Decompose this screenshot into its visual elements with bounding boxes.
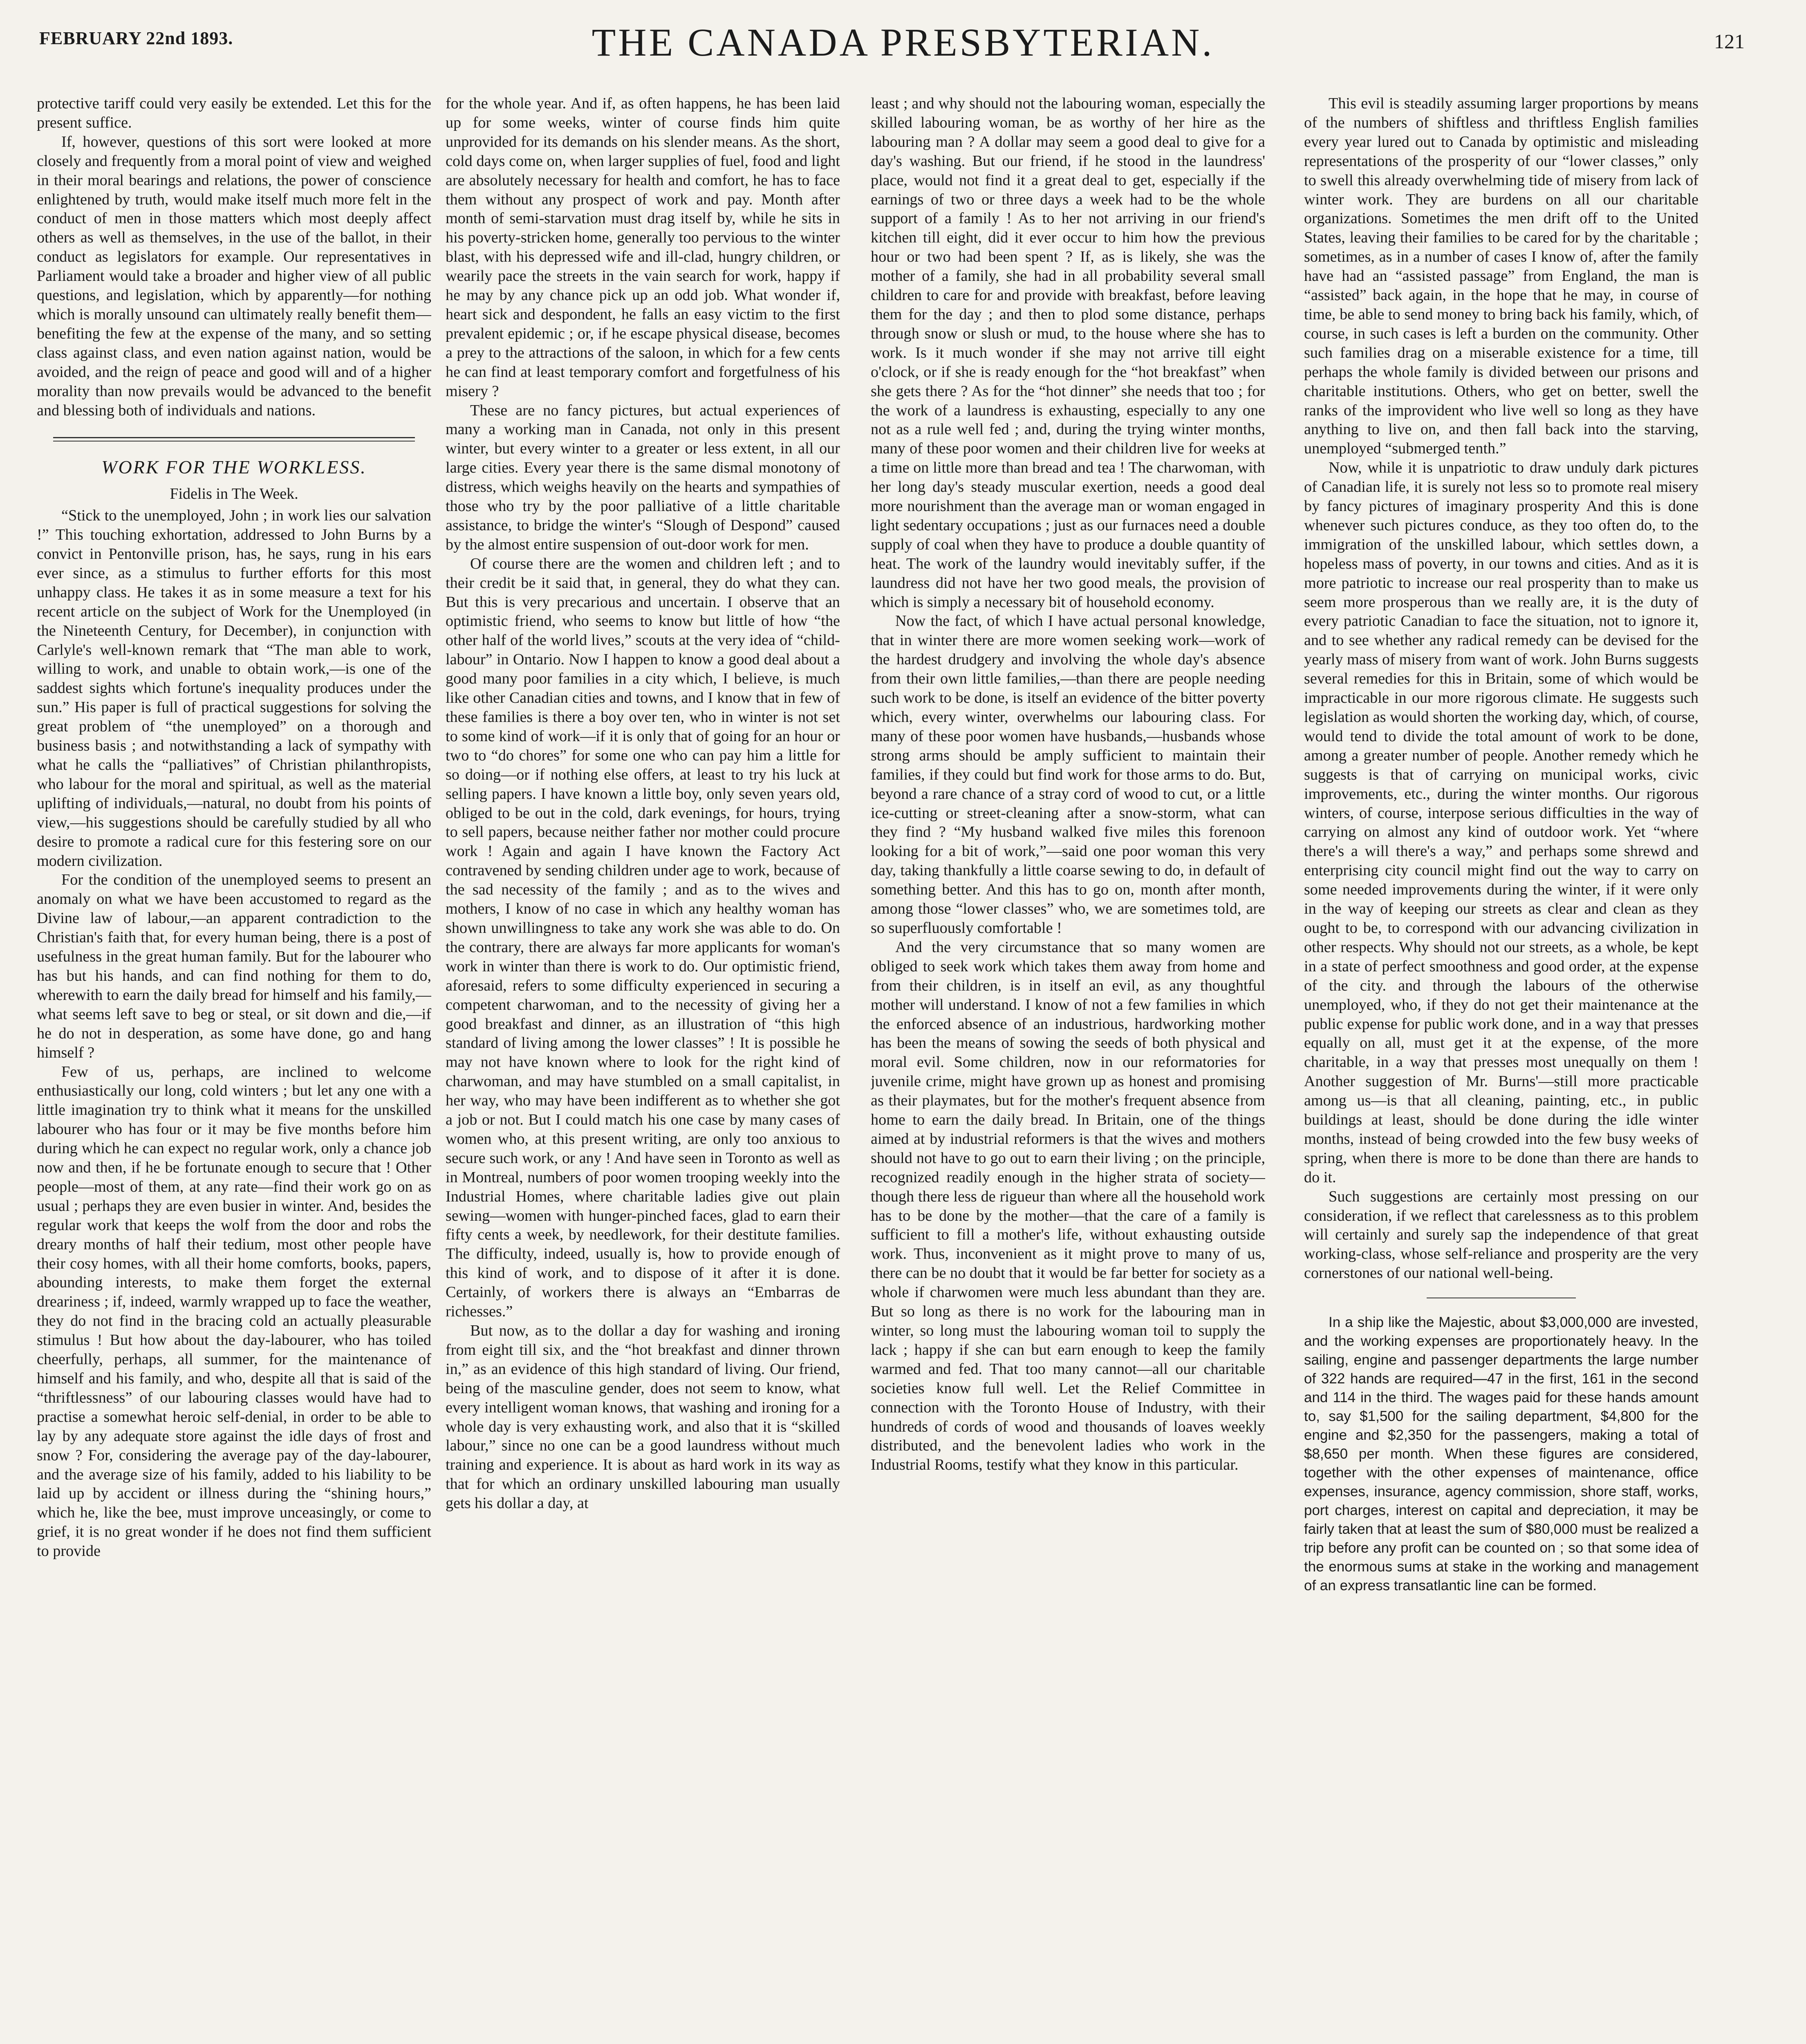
paragraph: least ; and why should not the labouring woman, especially the skilled labouring woman, be as worthy of her hire as the labouring man ? A dollar may seem a good deal to give for a day's washing. But our friend, if he stood in the laundress' place, would not find it a great deal to get, especially if the earnings of two or three days a week had to be the whole support of a family ! As to her not arriving in our friend's kitchen till eight, did it ever occur to him how the previous hour or two had been spent ? If, as is likely, she was the mother of a family, she had in all probability several small children to care for and provide with breakfast, before leaving them for the day ; and then to plod some distance, perhaps through snow or slush or mud, to the house where she has to work. Is it much wonder if she may not arrive till eight o'clock, or if she is ready enough for the “hot breakfast” when she gets there ? As for the “hot dinner” she needs that too ; for the work of a laundress is exhausting, especially to any one not as a rule well fed ; and, during the trying winter months, many of these poor women and their children live for weeks at a time on little more than bread and tea ! The charwoman, with her long day's steady muscular exertion, needs a good deal more nourishment than the average man or woman engaged in light sedentary occupations ; just as our furnaces need a double supply of coal when they have to produce a double quantity of heat. The work of the laundry would inevitably suffer, if the laundress did not have her two good meals, the provision of which is simply a necessary bit of household economy. (871, 95, 1265, 611)
paragraph: Of course there are the women and children left ; and to their credit be it said that, in general, they do what they can. But this is very precarious and uncertain. I observe that an optimistic friend, who seems to know but little of how “the other half of the world lives,” scouts at the very idea of “child-labour” in Ontario. Now I happen to know a good deal about a good many poor families in a city which, I believe, is much like other Canadian cities and towns, and I know that in few of these families is there a boy over ten, who in winter is not set to some kind of work—if it is only that of going for an hour or two to “do chores” for some one who can pay him a little for so doing—or if nothing else offers, at least to try his luck at selling papers. I have known a little boy, only seven years old, obliged to be out in the cold, dark evenings, for hours, trying to sell papers, because neither father nor mother could procure work ! Again and again I have known the Factory Act contravened by sending children under age to work, because of the sad necessity of the family ; and as to the wives and mothers, I know of no case in which any healthy woman has shown unwillingness to take any work she was able to do. On the contrary, there are always far more applicants for woman's work in winter than there is work to do. Our optimistic friend, aforesaid, refers to some difficulty experienced in securing a competent charwoman, and to the necessity of giving her a good breakfast and dinner, as an illustration of “this high standard of living among the lower classes” ! It is possible he may not have known where to look for the right kind of charwoman, and may have stumbled on a small capitalist, in her way, who may have been indifferent as to whether she got a job or not. But I could match his one case by many cases of women who, at this present writing, are only too anxious to secure such work, or any ! And have seen in Toronto as well as in Montreal, numbers of poor women trooping weekly into the Industrial Homes, where charitable ladies give out plain sewing—women with hunger-pinched faces, glad to earn their fifty cents a week, by needlework, for their destitute families. The difficulty, indeed, usually is, how to provide enough of this kind of work, and to dispose of it after it is done. Certainly, of workers there is always an “Embarras de richesses.” (446, 555, 840, 1320)
column-4 (1304, 94, 1698, 2044)
paragraph: protective tariff could very easily be extended. Let this for the present suffice. (37, 95, 431, 131)
paragraph: Now, while it is unpatriotic to draw unduly dark pictures of Canadian life, it is surely not less so to promote real misery by fancy pictures of imaginary prosperity And this is done whenever such pictures conduce, as they too often do, to the immigration of the unskilled labour, which settles down, a hopeless mass of poverty, in our towns and cities. And as it is more patriotic to increase our real prosperity than to make us seem more prosperous than we really are, it is the duty of every patriotic Canadian to face the situation, not to ignore it, and to see whether any radical remedy can be devised for the yearly mass of misery from want of work. John Burns suggests several remedies for this in Britain, some of which would be impracticable in our more rigorous climate. He suggests such legislation as would shorten the working day, which, of course, would tend to divide the total amount of work to be done, among a greater number of people. Another remedy which he suggests is that of carrying on municipal works, civic improvements, etc., during the winter months. Our rigorous winters, of course, interpose serious difficulties in the way of carrying on almost any kind of outdoor work. Yet “where there's a will there's a way,” and perhaps some shrewd and enterprising city council might find out the way to carry on some needed improvements during the winter, if it were only in the way of keeping our streets as clear and clean as they ought to be, to correspond with our advancing civilization in other respects. Why should not our streets, as a whole, be kept in a state of perfect smoothness and good order, at the expense of the city. and through the labours of the otherwise unemployed, who, if they do not get their maintenance at the public expense for public work done, and in a way that presses equally on all, must get it at the expense, of the more charitable, in a way that presses most unequally on them ! Another suggestion of Mr. Burns'—still more practicable among us—is that all cleaning, painting, etc., in public buildings at least, should be done during the idle winter months, instead of being crowded into the few busy weeks of spring, when there is more to be done than there are hands to do it. (1304, 459, 1698, 1186)
paragraph: But now, as to the dollar a day for washing and ironing from eight till six, and the “hot breakfast and dinner thrown in,” as an evidence of this high standard of living. Our friend, being of the masculine gender, does not seem to know, what every intelligent woman knows, that washing and ironing for a whole day is very exhausting work, and also that it is “skilled labour,” since no one can be a good laundress without much training and experience. It is about as hard work in its way as that for which an ordinary unskilled labouring man usually gets his dollar a day, at (446, 1322, 840, 1512)
paragraph: For the condition of the unemployed seems to present an anomaly on what we have been accustomed to regard as the Divine law of labour,—an apparent contradiction to the Christian's faith that, for every human being, there is a post of usefulness in the great human family. But for the labourer who has but his hands, and can find nothing for them to do, wherewith to earn the daily bread for himself and his family,—what seems left save to beg or steal, or sit down and die,—if he do not in desperation, as some have done, go and hang himself ? (37, 871, 431, 1061)
column-3 (871, 94, 1265, 2044)
column-1 (37, 94, 431, 2044)
article-byline: Fidelis in The Week. (170, 485, 298, 503)
paragraph: Few of us, perhaps, are inclined to welcome enthusiastically our long, cold winters ; but let any one with a little imagination try to think what it means for the unskilled labourer who has four or it may be five months before him during which he can expect no regular work, only a chance job now and then, if he be fortunate enough to secure that ! Other people—most of them, at any rate—find their work go on as usual ; perhaps they are even busier in winter. And, besides the regular work that keeps the wolf from the door and robs the dreary months of half their tedium, most other people have their cosy homes, with all their home comforts, books, papers, abounding interests, to make them forget the external dreariness ; if, indeed, warmly wrapped up to face the weather, they do not find in the bracing cold an actually pleasurable stimulus ! But how about the day-labourer, who has toiled cheerfully, perhaps, all summer, for the maintenance of himself and his family, and who, despite all that is said of the “thriftlessness” of our labouring classes would have had to practise a somewhat heroic self-denial, in order to be able to lay by any adequate store against the idle days of frost and snow ? For, considering the average pay of the day-labourer, and the average size of his family, added to his liability to be laid up by accident or illness during the “shining hours,” which he, like the bee, must improve unceasingly, or come to grief, it is no great wonder if he does not find them sufficient to provide (37, 1063, 431, 1560)
masthead-title: THE CANADA PRESBYTERIAN. (592, 20, 1214, 64)
page-number: 121 (1714, 30, 1745, 53)
paragraph: Such suggestions are certainly most pressing on our consideration, if we reflect that carelessness as to this problem will certainly and surely sap the independence of that great working-class, whose self-reliance and prosperity are the very cornerstones of our national well-being. (1304, 1188, 1698, 1282)
paragraph: If, however, questions of this sort were looked at more closely and frequently from a moral point of view and weighed in their moral bearings and relations, the power of conscience enlightened by truth, would make itself much more felt in the conduct of men in those matters which most deeply affect others as well as themselves, in the use of the ballot, in their conduct as legislators for example. Our representatives in Parliament would take a broader and higher view of all public questions, and legislation, which by apparently—for nothing which is morally unsound can ultimately really benefit them—benefiting the few at the expense of the many, and so setting class against class, and even nation against nation, would be avoided, and the reign of peace and good will and of a higher morality than now prevails would be advanced to the benefit and blessing both of individuals and nations. (37, 133, 431, 419)
paragraph: “Stick to the unemployed, John ; in work lies our salvation !” This touching exhortation, addressed to John Burns by a convict in Pentonville prison, has, he says, rung in his ears ever since, as a stimulus to further efforts for this most unhappy class. He takes it as in some measure a text for his recent article on the subject of Work for the Unemployed (in the Nineteenth Century, for December), in conjunction with Carlyle's well-known remark that “The man able to work, willing to work, and unable to obtain work,—is one of the saddest sights which fortune's inequality produces under the sun.” His paper is full of practical suggestions for solving the great problem of “the unemployed” on a thorough and business basis ; and notwithstanding a lack of sympathy with what he calls the “palliatives” of Christian philanthropists, who labour for the moral and spiritual, as well as the material uplifting of individuals,—natural, no doubt from his points of view,—his suggestions should be carefully studied by all who desire to promote a radical cure for this festering sore on our modern civilization. (37, 507, 431, 870)
shipping-note: In a ship like the Majestic, about $3,000,000 are invested, and the working expenses are proportionately heavy. In the sailing, engine and passenger departments the large number of 322 hands are required—47 in the first, 161 in the second and 114 in the third. The wages paid for these hands amount to, say $1,500 for the sailing department, $4,800 for the engine and $2,350 for the passengers, making a total of $8,650 per month. When these figures are considered, together with the other expenses of maintenance, office expenses, insurance, agency commission, shore staff, works, port charges, interest on capital and depreciation, it may be fairly taken that at least the sum of $80,000 must be realized a trip before any profit can be counted on ; so that some idea of the enormous sums at stake in the working and management of an express transatlantic line can be formed. (1304, 1314, 1698, 1594)
article-headline: WORK FOR THE WORKLESS. (101, 457, 367, 478)
paragraph: And the very circumstance that so many women are obliged to seek work which takes them away from home and from their children, is in itself an evil, as any thoughtful mother will understand. I know of not a few families in which the enforced absence of an industrious, hardworking mother has been the means of sowing the seeds of both physical and moral evil. Some children, now in our reformatories for juvenile crime, might have grown up as honest and promising as their playmates, but for the mother's frequent absence from home to earn the daily bread. In Britain, one of the things aimed at by industrial reformers is that the wives and mothers should not have to go out to earn their living ; on the principle, recognized readily enough in the higher strata of society—though there less de rigueur than where all the household work has to be done by the mother—that the care of a family is sufficient to fill a mother's life, without exhausting outside work. Thus, inconvenient as it might prove to many of us, there can be no doubt that it would be far better for society as a whole if charwomen were much less abundant than they are. But so long as there is no work for the labouring man in winter, so long must the labouring woman toil to supply the lack ; happy if she can but earn enough to keep the family warmed and fed. That too many cannot—all our charitable societies know full well. Let the Relief Committee in connection with the Toronto House of Industry, with their hundreds of cords of wood and thousands of loaves weekly distributed, and the benevolent ladies who work in the Industrial Rooms, testify what they know in this particular. (871, 938, 1265, 1474)
paragraph: These are no fancy pictures, but actual experiences of many a working man in Canada, not only in this present winter, but every winter to a greater or less extent, in all our large cities. Every year there is the same dismal monotony of distress, which weighs heavily on the hearts and sympathies of those who try by the poor palliative of a little charitable assistance, to bridge the winter's “Slough of Despond” caused by the almost entire suspension of out-door work for men. (446, 401, 840, 553)
paragraph: This evil is steadily assuming larger proportions by means of the numbers of shiftless and thriftless English families every year lured out to Canada by optimistic and misleading representations of the prosperity of our “lower classes,” only to swell this already overwhelming tide of misery from lack of winter work. They are burdens on all our charitable organizations. Sometimes the men drift off to the United States, leaving their families to be cared for by the charitable ; sometimes, as in a number of cases I know of, after the family have had an “assisted passage” from England, the man is “assisted” back again, in the hope that he may, in course of time, be able to send money to bring back his family, which, of course, in such cases is left a burden on the community. Other such families drag on a miserable existence for a time, till perhaps the whole family is divided between our prisons and charitable institutions. Others, who get on better, swell the ranks of the improvident who live well so long as they have anything to live on, and then fall back into the starving, unemployed “submerged tenth.” (1304, 95, 1698, 457)
issue-date: FEBRUARY 22nd 1893. (39, 28, 233, 48)
section-divider (53, 437, 415, 438)
section-divider (53, 441, 415, 442)
paragraph: Now the fact, of which I have actual personal knowledge, that in winter there are more women seeking work—work of the hardest drudgery and involving the whole day's absence from their own little families,—than there are people needing such work to be done, is itself an evidence of the bitter poverty which, every winter, overwhelms our labouring class. For many of these poor women have husbands,—husbands whose strong arms should be amply sufficient to maintain their families, if they could but find work for those arms to do. But, beyond a rare chance of a stray cord of wood to cut, or a little ice-cutting or street-cleaning after a snow-storm, what can they find ? “My husband walked five miles this forenoon looking for a bit of work,”—said one poor woman this very day, taking thankfully a little coarse sewing to do, in default of something better. And this has to go on, month after month, among those “lower classes” who, we are sometimes told, are so superfluously comfortable ! (871, 612, 1265, 937)
column-2 (446, 94, 840, 2044)
paragraph: for the whole year. And if, as often happens, he has been laid up for some weeks, winter of course finds him quite unprovided for its demands on his slender means. As the short, cold days come on, when larger supplies of fuel, food and light are absolutely necessary for health and comfort, he has to face them without any prospect of work and pay. Month after month of semi-starvation must drag itself by, while he sits in his poverty-stricken home, generally too pervious to the winter blast, with his depressed wife and ill-clad, hungry children, or wearily pace the streets in the vain search for work, happy if he may by any chance pick up an odd job. What wonder if, heart sick and despondent, he falls an easy victim to the first prevalent epidemic ; or, if he escape physical disease, becomes a prey to the attractions of the saloon, in which for a few cents he can find at least temporary comfort and forgetfulness of his misery ? (446, 95, 840, 400)
